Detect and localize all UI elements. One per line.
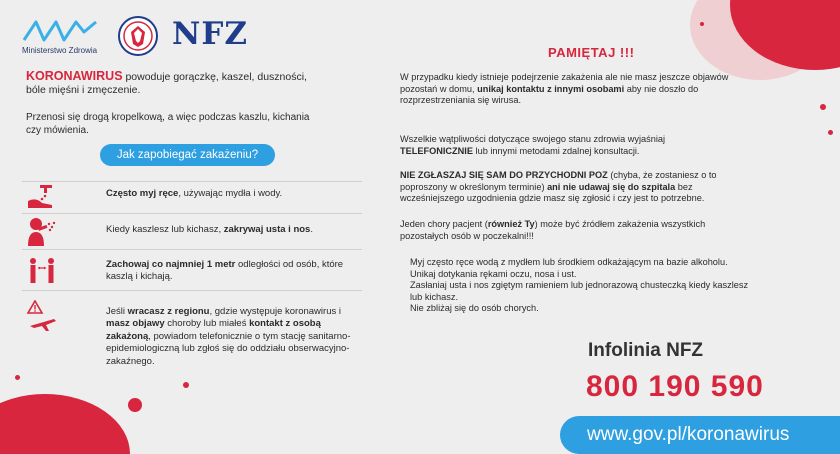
list-item: Zasłaniaj usta i nos zgiętym ramieniem lub jednorazową chusteczką kiedy kaszlesz bbox=[410, 280, 749, 291]
decor-dot bbox=[820, 104, 826, 110]
website-link[interactable]: www.gov.pl/koronawirus bbox=[587, 424, 790, 445]
intro-highlight: KORONAWIRUS bbox=[26, 69, 123, 83]
tip-returning-from-region: Jeśli wracasz z regionu, gdzie występuje koronawirus i masz objawy choroby lub miałeś kontakt z osobą zakażoną, powiadom telefonicznie o tym stację sanitarno-epidemiologiczną lub zgłoś się do oddziału obserwacyjno-zakaźnego. bbox=[106, 306, 351, 367]
distance-icon bbox=[26, 256, 58, 286]
paragraph-no-clinic: NIE ZGŁASZAJ SIĘ SAM DO PRZYCHODNI POZ (chyba, że zostaniesz o to poproszony w określonym terminie) ani nie udawaj się do szpitala bez wcześniejszego uzgodnienia gdzie masz się zgłosić i czy jest to potrzebne. bbox=[400, 170, 717, 203]
hotline-label: Infolinia NFZ bbox=[588, 340, 704, 361]
divider bbox=[22, 249, 362, 250]
nfz-logo: NFZ bbox=[172, 16, 248, 52]
decor-dot bbox=[700, 22, 704, 26]
list-item: lub kichasz. bbox=[410, 291, 459, 302]
decor-blob bbox=[0, 394, 130, 454]
plane-warning-icon bbox=[26, 300, 58, 330]
ministry-wave-icon bbox=[22, 18, 100, 44]
cough-icon bbox=[26, 216, 58, 246]
hand-wash-icon bbox=[26, 183, 58, 213]
hotline-number[interactable]: 800 190 590 bbox=[586, 370, 764, 403]
ministry-label: Ministerstwo Zdrowia bbox=[22, 46, 98, 55]
ministry-logo bbox=[22, 18, 102, 55]
paragraph-isolation: W przypadku kiedy istnieje podejrzenie zakażenia ale nie masz jeszcze objawów pozostań w domu, unikaj kontaktu z innymi osobami aby nie doszło do rozprzestrzeniania się wirusa. bbox=[400, 72, 729, 105]
divider bbox=[22, 290, 362, 291]
eagle-emblem-icon bbox=[118, 16, 158, 56]
advice-list bbox=[410, 257, 750, 315]
list-item: Unikaj dotykania rękami oczu, nosa i ust. bbox=[410, 268, 577, 279]
decor-dot bbox=[183, 382, 189, 388]
list-item: Nie zbliżaj się do osób chorych. bbox=[410, 303, 539, 314]
tip-wash-hands: Często myj ręce, używając mydła i wody. bbox=[106, 188, 283, 199]
transmission-text: Przenosi się drogą kropelkową, a więc podczas kaszlu, kichania czy mówienia. bbox=[26, 112, 310, 136]
paragraph-phone-consult: Wszelkie wątpliwości dotyczące swojego stanu zdrowia wyjaśniaj TELEFONICZNIE lub innymi metodami zdalnej konsultacji. bbox=[400, 134, 666, 156]
remember-heading: PAMIĘTAJ !!! bbox=[548, 45, 635, 60]
paragraph-waiting-room: Jeden chory pacjent (również Ty) może być źródłem zakażenia wszystkich pozostałych osób w poczekalni!!! bbox=[400, 219, 706, 241]
decor-dot bbox=[128, 398, 142, 412]
divider bbox=[22, 213, 362, 214]
decor-dot bbox=[828, 130, 833, 135]
intro-rest: powoduje gorączkę, kaszel, duszności, bóle mięśni i zmęczenie. bbox=[26, 71, 307, 96]
divider bbox=[22, 181, 362, 182]
list-item: Myj często ręce wodą z mydłem lub środkiem odkażającym na bazie alkoholu. bbox=[410, 257, 728, 267]
decor-dot bbox=[15, 375, 20, 380]
tip-cover-mouth: Kiedy kaszlesz lub kichasz, zakrywaj usta i nos. bbox=[106, 224, 313, 235]
intro-text bbox=[26, 70, 326, 97]
prevention-heading-button[interactable]: Jak zapobiegać zakażeniu? bbox=[100, 144, 275, 166]
tip-keep-distance: Zachowaj co najmniej 1 metr odległości od osób, które kaszlą i kichają. bbox=[106, 259, 344, 282]
